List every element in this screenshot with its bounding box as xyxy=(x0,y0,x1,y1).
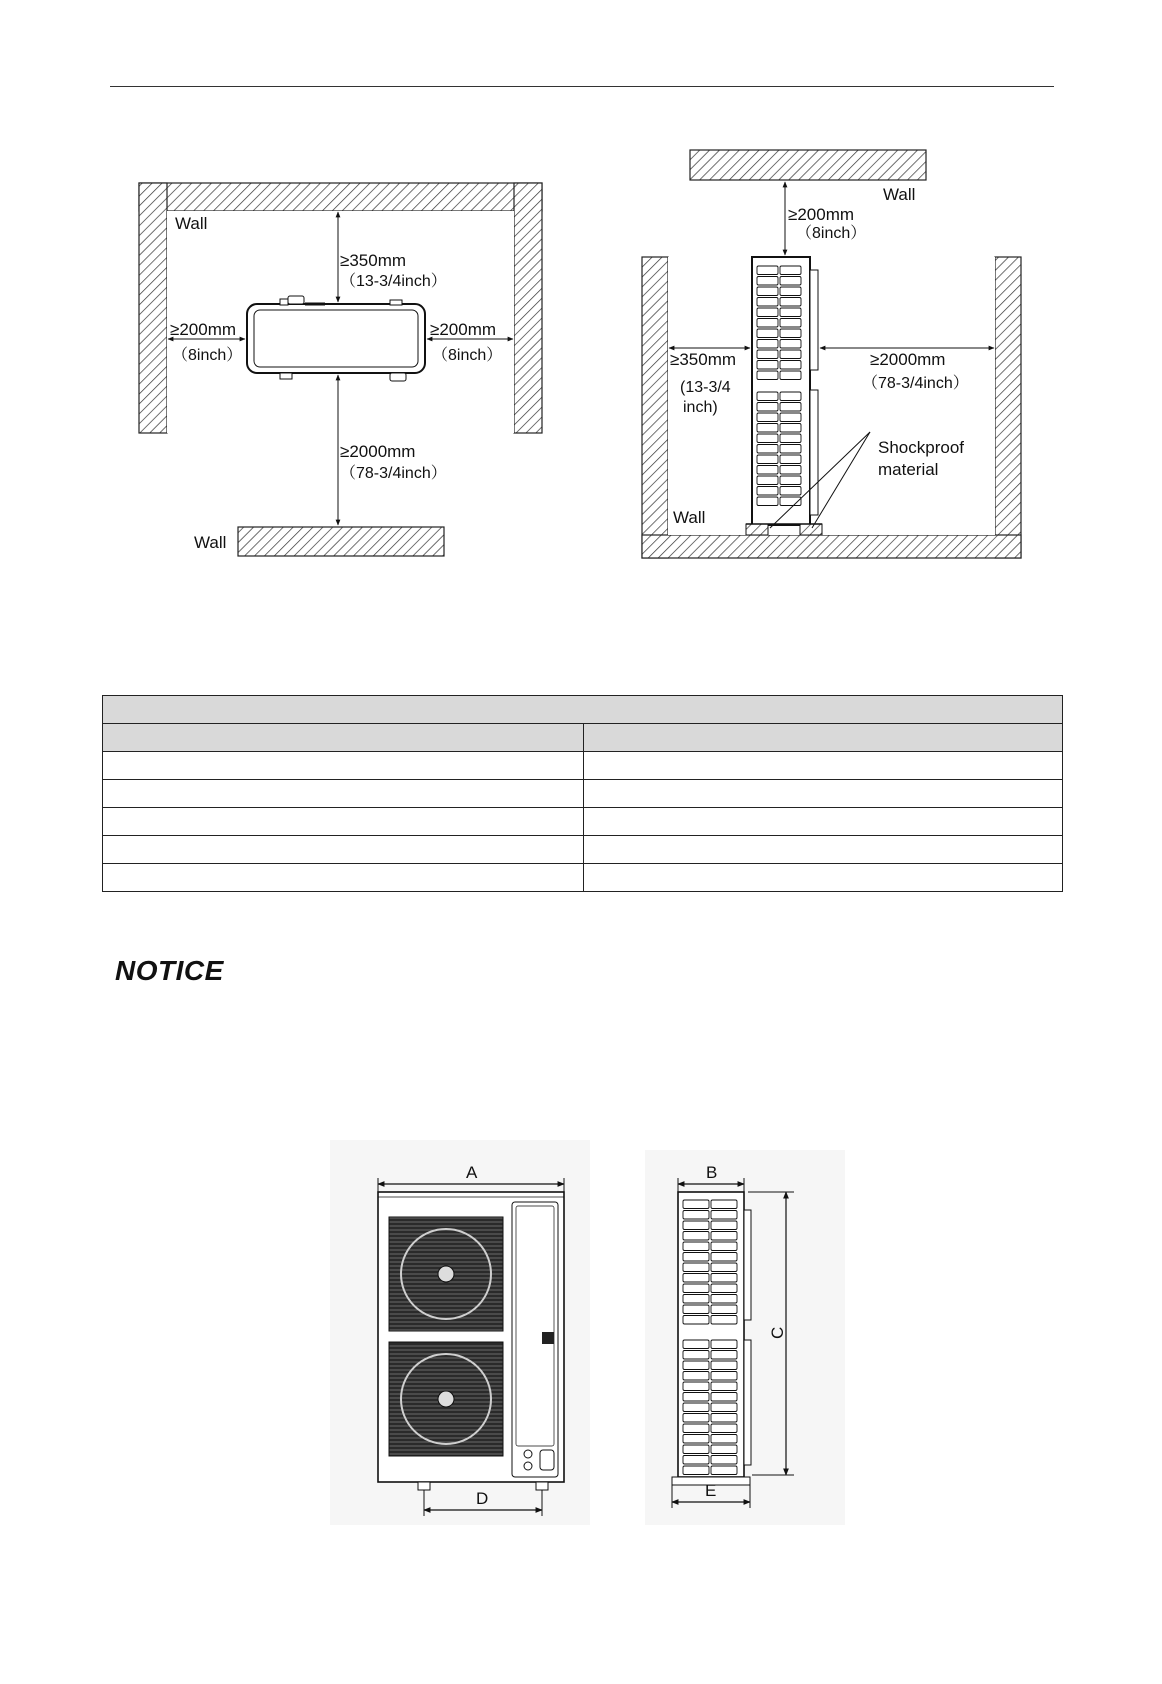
wall-bottom-hatch xyxy=(238,527,444,556)
unit-side-view xyxy=(752,257,818,525)
unit-side-view xyxy=(672,1192,751,1485)
front-clearance-mm: ≥2000mm xyxy=(340,442,416,461)
front-clearance-mm: ≥2000mm xyxy=(870,350,946,369)
right-clearance-inch: （8inch） xyxy=(432,347,503,364)
table-row xyxy=(103,780,1063,808)
wall-left-hatch xyxy=(139,183,167,433)
top-clearance-mm: ≥200mm xyxy=(788,205,855,224)
front-clearance-inch: （78-3/4inch） xyxy=(862,375,969,392)
left-clearance-inch: （8inch） xyxy=(172,347,243,364)
header-rule xyxy=(110,86,1054,87)
dimension-e-label: E xyxy=(705,1481,717,1500)
table-title-row xyxy=(103,696,1063,724)
clearance-table xyxy=(102,695,1063,892)
dimension-c-label: C xyxy=(768,1326,787,1339)
shockproof-pad-left xyxy=(746,524,768,535)
notice-heading: NOTICE xyxy=(115,955,224,986)
ceiling-hatch xyxy=(690,150,926,180)
shockproof-pad-right xyxy=(800,524,822,535)
wall-label: Wall xyxy=(194,533,227,552)
top-clearance-mm: ≥350mm xyxy=(340,251,407,270)
table-header-cell xyxy=(584,724,1063,752)
unit-dimensions-figure xyxy=(330,1140,890,1525)
wall-label: Wall xyxy=(175,214,208,233)
back-clearance-mm: ≥350mm xyxy=(670,350,737,369)
dimension-d-label: D xyxy=(476,1489,489,1508)
unit-front-view xyxy=(378,1192,564,1490)
front-clearance-inch: （78-3/4inch） xyxy=(340,465,447,482)
shockproof-label-1: Shockproof xyxy=(878,438,964,457)
top-clearance-inch: （8inch） xyxy=(796,225,867,242)
table-header-cell xyxy=(103,724,584,752)
floor-hatch xyxy=(642,535,1021,558)
right-clearance-mm: ≥200mm xyxy=(430,320,497,339)
back-clearance-inch-line1: (13-3/4 xyxy=(680,379,731,396)
top-clearance-inch: （13-3/4inch） xyxy=(340,273,447,290)
dimension-b-label: B xyxy=(706,1163,718,1182)
wall-left-hatch xyxy=(642,257,668,558)
back-clearance-inch-line2: inch) xyxy=(683,399,718,416)
table-row xyxy=(103,808,1063,836)
side-view-clearance-diagram xyxy=(640,140,1030,565)
left-clearance-mm: ≥200mm xyxy=(170,320,237,339)
wall-top-hatch xyxy=(139,183,542,211)
unit-top-view xyxy=(247,296,425,381)
wall-right-hatch xyxy=(514,183,542,433)
table-row xyxy=(103,752,1063,780)
shockproof-label-2: material xyxy=(878,460,939,479)
top-view-clearance-diagram xyxy=(130,175,550,565)
wall-label: Wall xyxy=(883,185,916,204)
wall-label: Wall xyxy=(673,508,706,527)
table-row xyxy=(103,864,1063,892)
dimension-a-label: A xyxy=(466,1163,478,1182)
table-row xyxy=(103,836,1063,864)
wall-right-hatch xyxy=(995,257,1021,558)
